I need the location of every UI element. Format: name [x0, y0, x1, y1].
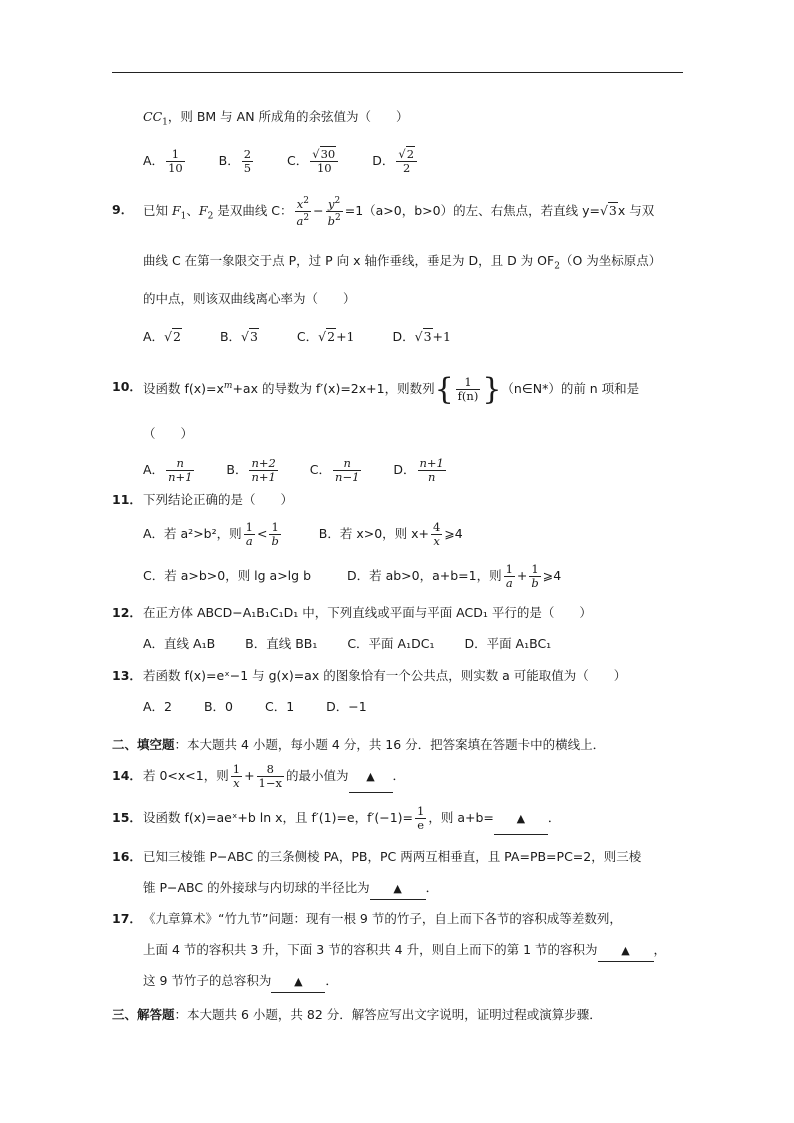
q9-option-b: B．√3 — [219, 329, 258, 344]
q8-option-c: C． $\frac{√30}{10}$ — [287, 153, 340, 168]
q9-line1: 已知 $F_1$、$F_2$ 是双曲线 C： $\frac{x^2}{a^2}$ − $\frac{y^2}{b^2}$ =1（a>0，b>0）的左、右焦点，若直线 y=√3x 与双 — [143, 196, 655, 228]
q10-option-a: A． $\frac{n}{n+1}$ — [143, 456, 193, 484]
q12-option-c: C．平面 A₁DC₁ — [347, 636, 435, 651]
q16-number: 16． — [112, 849, 142, 864]
q13-option-a: A．2 — [143, 699, 173, 714]
q12-number: 12． — [112, 605, 142, 620]
q9-option-c: C．√2+1 — [296, 329, 355, 344]
q17-line1: 《九章算术》“竹九节”问题：现有一根 9 节的竹子，自上而下各节的容积成等差数列， — [143, 911, 622, 926]
q14-body: 若 0<x<1，则 $\frac{1}{x}$ + $\frac{8}{1-x}$ 的最小值为 ▲ ． — [143, 761, 405, 793]
q9-option-a: A．√2 — [143, 329, 181, 344]
q9-line3: 的中点，则该双曲线离心率为（ ） — [143, 291, 356, 306]
q13-options — [143, 697, 367, 717]
q9-option-d: D．√3+1 — [392, 329, 451, 344]
q13-number: 13． — [112, 668, 142, 683]
q17-line3: 这 9 节竹子的总容积为 ▲ ． — [143, 971, 338, 993]
q10-number: 10． — [112, 379, 142, 394]
q11-stem: 下列结论正确的是（ ） — [143, 492, 294, 507]
q12-stem: 在正方体 ABCD−A₁B₁C₁D₁ 中，下列直线或平面与平面 ACD₁ 平行的是（ ） — [143, 605, 592, 620]
q8-options — [143, 146, 419, 176]
section-solution-desc: ：本大题共 6 小题，共 82 分．解答应写出文字说明，证明过程或演算步骤． — [174, 1007, 602, 1022]
section-fill-in-desc: ：本大题共 4 小题，每小题 4 分，共 16 分．把答案填在答题卡中的横线上． — [174, 737, 606, 752]
q13-option-b: B．0 — [203, 699, 234, 714]
q13-stem: 若函数 f(x)=eˣ−1 与 g(x)=ax 的图象恰有一个公共点，则实数 a 可能取值为（ ） — [143, 668, 627, 683]
q10-option-c: C． $\frac{n}{n-1}$ — [309, 456, 360, 484]
q10-options — [143, 455, 448, 485]
q15-body: 设函数 f(x)=aeˣ+b ln x，且 f′(1)=e，f′(−1)= $\frac{1}{e}$ ，则 a+b= ▲ ． — [143, 803, 560, 835]
q12-option-a: A．直线 A₁B — [143, 636, 216, 651]
q11-number: 11． — [112, 492, 142, 507]
q16-answer-blank: ▲ — [370, 878, 426, 900]
section-fill-in-title: 二、填空题 — [112, 737, 175, 752]
q12-options — [143, 634, 551, 654]
q17-number: 17． — [112, 911, 142, 926]
q17-line2: 上面 4 节的容积共 3 升，下面 3 节的容积共 4 升，则自上而下的第 1 节的容积为 ▲ ， — [143, 940, 666, 962]
q9-options — [143, 327, 451, 347]
q11-options-row1 — [143, 519, 463, 549]
q10-paren: （ ） — [143, 426, 194, 441]
q16-line2: 锥 P−ABC 的外接球与内切球的半径比为 ▲ ． — [143, 878, 438, 900]
q10-option-b: B． $\frac{n+2}{n+1}$ — [226, 456, 276, 484]
section-fill-in-header — [112, 735, 605, 755]
q14-answer-blank: ▲ — [349, 761, 393, 793]
q16-line1: 已知三棱锥 P−ABC 的三条侧棱 PA，PB，PC 两两互相垂直，且 PA=PB=PC=2，则三棱 — [143, 849, 642, 864]
q15-number: 15． — [112, 810, 142, 825]
q11-option-b: B．若 x>0，则 x+ $\frac{4}{x}$ ⩾4 — [318, 520, 463, 548]
q8-option-b: B． $\frac{2}{5}$ — [218, 147, 252, 175]
q11-option-c: C．若 a>b>0，则 lg a>lg b — [143, 568, 311, 583]
q8-option-d: D． $\frac{√2}{2}$ — [372, 153, 419, 168]
q15-answer-blank: ▲ — [494, 803, 548, 835]
q8-stem: $CC_1$，则 BM 与 AN 所成角的余弦值为（ ） — [143, 109, 409, 128]
header-rule — [112, 72, 683, 73]
q11-options-row2 — [143, 561, 561, 591]
section-solution-title: 三、解答题 — [112, 1007, 175, 1022]
q10-option-d: D． $\frac{n+1}{n}$ — [393, 456, 444, 484]
section-solution-header — [112, 1005, 602, 1025]
q17-answer-blank-2: ▲ — [271, 971, 325, 993]
q8-option-a: A． $\frac{1}{10}$ — [143, 147, 183, 175]
q13-option-d: D．−1 — [326, 699, 367, 714]
q13-option-c: C．1 — [264, 699, 295, 714]
q9-number: 9． — [112, 202, 134, 217]
q14-number: 14． — [112, 768, 142, 783]
q9-line2: 曲线 C 在第一象限交于点 P，过 P 向 x 轴作垂线，垂足为 D，且 D 为 $OF_2(O$ 为坐标原点） — [143, 253, 662, 272]
q11-option-a: A．若 a²>b²，则 $\frac{1}{a}$ < $\frac{1}{b}$ — [143, 520, 279, 548]
q12-option-b: B．直线 BB₁ — [245, 636, 318, 651]
q10-line1: 设函数 $f(x)=x^m+ax$ 的导数为 f′(x)=2x+1，则数列{ $\frac{1}{f(n)}$ }（n∈N*）的前 n 项和是 — [143, 371, 640, 407]
q11-option-d: D．若 ab>0，a+b=1，则 $\frac{1}{a}$ + $\frac{1}{b}$ ⩾4 — [346, 562, 562, 590]
q17-answer-blank-1: ▲ — [598, 940, 654, 962]
q12-option-d: D．平面 A₁BC₁ — [464, 636, 552, 651]
